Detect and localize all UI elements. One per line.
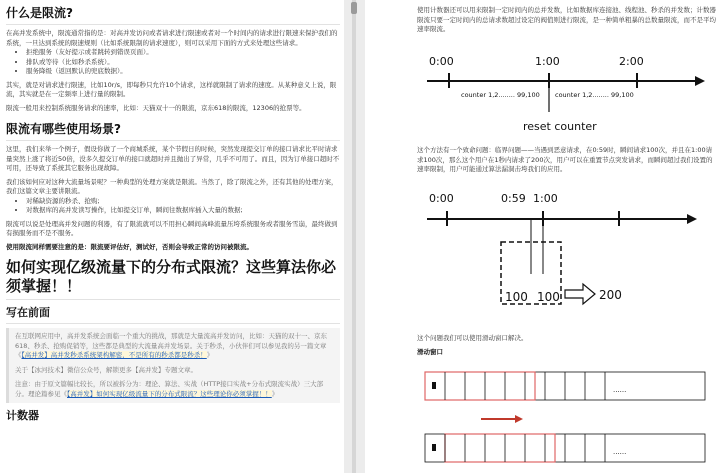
list-scenarios — [6, 197, 340, 216]
right-page — [365, 0, 720, 473]
heading-divider — [6, 140, 340, 141]
window-row-2 — [425, 434, 705, 462]
tick-label: 1:00 — [533, 192, 558, 205]
list-item: • 对稀缺资源的秒杀、抢购; — [26, 197, 340, 207]
tick-label: 0:00 — [429, 55, 454, 68]
heading-divider — [6, 24, 340, 25]
diagram-critical-problem — [419, 186, 719, 312]
slide-arrow-head — [515, 415, 523, 423]
list-item: • 排队或等待（比如秒杀系统）。 — [26, 58, 340, 68]
timeline-arrowhead — [695, 76, 705, 86]
request-marker — [432, 444, 436, 451]
scrollbar-track[interactable] — [352, 0, 356, 473]
diagram-sliding-window — [423, 366, 713, 470]
quote-wechat: 关于【冰河技术】微信公众号，解锁更多【高并发】专题文章。 — [15, 365, 197, 374]
para-scenario-caution: 使用限流同样需要注意的是：限流要评估好，测试好，否则会导致正常的访问被限流。 — [6, 242, 253, 251]
para-rate-limit-definition: 在高并发系统中，限流通常指的是：对高并发访问或者请求进行限速或者对一个时间内的请求进行限速来保护我们的系统，一旦达到系统的限速规则（比如系统限制的请求速度），则可以采用下面的方式来处理这些请求。 — [6, 29, 338, 47]
left-page-content — [6, 0, 340, 423]
scrollbar-thumb[interactable] — [351, 2, 357, 14]
para-rate-limit-explanation: 其实，就是对请求进行限速，比如10r/s，即每秒只允许10个请求，这样就限制了请求的速度。从某种意义上说，限流，其实就是在一定频率上进行量的限制。 — [6, 80, 337, 98]
quote-intro — [15, 332, 334, 361]
sum-arrow-icon — [565, 284, 595, 304]
slot-ellipsis: ...... — [613, 448, 627, 456]
left-page — [0, 0, 344, 473]
diagram-fixed-window — [419, 48, 719, 140]
para-scenario-example: 这里，我们来举一个例子，假设你做了一个商城系统，某个节假日的时候，突然发现提交订单的接口请求比平时请求量突然上涨了将近50倍，没多久提交订单的接口就超时并且抛出了异常，几乎不可用了。而且，因为订单接口超时不可用，还导致了系统其它服务出现故障。 — [6, 145, 340, 172]
window-row-1 — [425, 372, 705, 400]
quote-note-end: 》 — [271, 389, 279, 398]
counter-segment-label: counter 1,2........ 99,100 — [555, 91, 634, 99]
burst-value-2: 100 — [537, 290, 560, 304]
title-divider — [6, 299, 340, 300]
tick-label: 0:00 — [429, 192, 454, 205]
para-rate-limit-examples: 限流一般用来控制系统服务请求的速率，比如：天猫双十一的限流，京东618的限流，12306的抢票等。 — [6, 103, 306, 112]
burst-value-1: 100 — [505, 290, 528, 304]
quote-note — [15, 380, 334, 399]
timeline-arrowhead — [687, 214, 697, 224]
tick-label: 0:59 — [501, 192, 526, 205]
heading-divider — [6, 323, 340, 324]
heading-foreword: 写在前面 — [6, 306, 50, 319]
list-item: • 拒绝服务（友好提示或者跳转到错误页面）。 — [26, 48, 340, 58]
heading-counter: 计数器 — [6, 409, 39, 422]
slot-ellipsis: ...... — [613, 386, 627, 394]
burst-total: 200 — [599, 288, 622, 302]
heading-what-is-rate-limit: 什么是限流? — [6, 6, 73, 20]
list-item: • 服务降级（返回默认的兜底数据）。 — [26, 67, 340, 77]
request-marker — [432, 382, 436, 389]
list-item: • 对数据库的高并发读写操作，比如提交订单，瞬间往数据库插入大量的数据; — [26, 206, 340, 216]
article-title: 如何实现亿级流量下的分布式限流？这些算法你必须掌握！！ — [6, 258, 337, 295]
heading-scenarios: 限流有哪些使用场景? — [6, 122, 121, 136]
para-scenario-solution: 我们该如何应对这种大流量场景呢？一种典型的处理方案就是限流。当然了，除了限流之外，还有其他的处理方案，我们这篇文章主要讲限流。 — [6, 177, 338, 195]
para-sliding-intro: 这个问题我们可以使用滑动窗口解决。 — [417, 334, 528, 342]
page-gutter — [344, 0, 365, 473]
para-critical-problem: 这个方法有一个致命问题：临界问题——当遇到恶意请求，在0:59时，瞬间请求100次，并且在1:00请求100次，那么这个用户在1秒内请求了200次，用户可以在重置节点突发请求，而瞬间超过我们设置的速率限制，用户可能通过算法漏洞击垮我们的应用。 — [417, 146, 713, 173]
reset-counter-label: reset counter — [523, 120, 597, 133]
quote-intro-end: 》 — [206, 351, 214, 359]
link-theory-article[interactable]: 【高并发】如何实现亿级流量下的分布式限流？这些理论你必须掌握！！ — [67, 389, 272, 398]
tick-label: 2:00 — [619, 55, 644, 68]
foreword-blockquote — [6, 328, 340, 403]
para-scenario-benefit: 限流可以说是处理高并发问题的利器，有了限流就可以不用担心瞬间高峰流量压垮系统服务或者服务雪崩，最终做到有损服务而不是不服务。 — [6, 219, 338, 237]
quote-note-text: 注意：由于原文篇幅比较长，所以被拆分为：理论、算法、实战（HTTP接口实战+分布式限流实战）三大部分。理论篇参见《 — [15, 380, 324, 398]
list-handling-methods — [6, 48, 340, 77]
link-seckill-article[interactable]: 【高并发】高并发秒杀系统架构解密，不是所有的秒杀都是秒杀！ — [21, 351, 207, 359]
tick-label: 1:00 — [535, 55, 560, 68]
quote-intro-text: 在互联网应用中，高并发系统会面临一个重大的挑战，那就是大量流高并发访问，比如：天猫的双十一、京东618、秒杀、抢购促销等，这些都是典型的大流量高并发场景。关于秒杀，小伙伴们可以参见我的另一篇文章《 — [15, 332, 327, 359]
counter-segment-label: counter 1,2........ 99,100 — [461, 91, 540, 99]
para-counter-intro: 使用计数器还可以用来限制一定时间内的总并发数，比如数据库连接池、线程池、秒杀的并发数；计数器限流只要一定时间内的总请求数超过设定的阀值则进行限流，是一种简单粗暴的总数量限流，而不是平均速率限流。 — [417, 6, 716, 33]
heading-sliding-window: 滑动窗口 — [417, 348, 443, 356]
